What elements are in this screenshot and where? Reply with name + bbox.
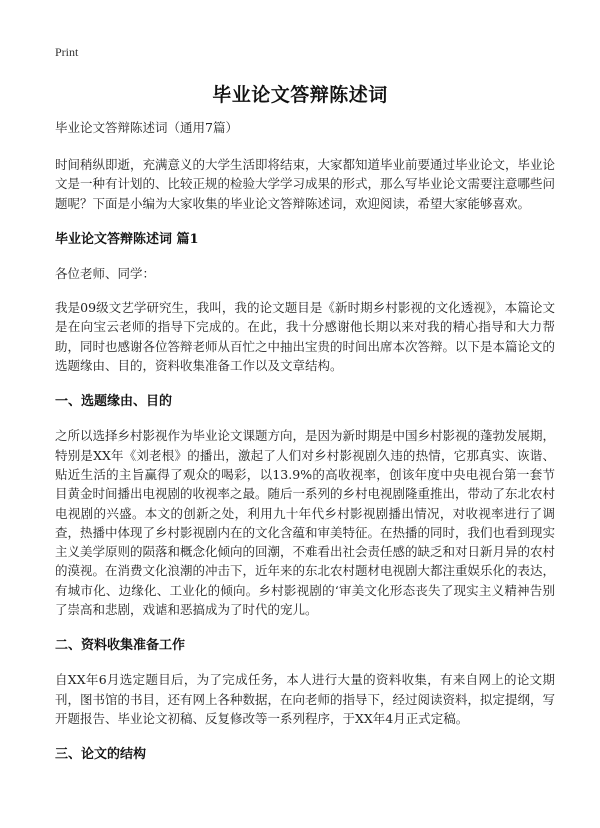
subheading: 二、资料收集准备工作 bbox=[55, 638, 186, 654]
subheading: 三、论文的结构 bbox=[55, 747, 147, 763]
greeting: 各位老师、同学： bbox=[55, 265, 156, 281]
document-subtitle: 毕业论文答辩陈述词（通用7篇） bbox=[55, 120, 238, 135]
document-title: 毕业论文答辩陈述词 bbox=[212, 84, 388, 106]
subheading: 一、选题缘由、目的 bbox=[55, 394, 173, 410]
body-paragraph: 之所以选择乡村影视作为毕业论文课题方向，是因为新时期是中国乡村影视的蓬勃发展期，特别是XX年《刘老根》的播出，激起了人们对乡村影视剧久违的热情，它那真实、诙谐、贴近生活的主旨赢得了观众的喝彩，以13.9%的高收视率，创该年度中央电视台第一套节目黄金时间播出电视剧的收视率之最。随后一系列的乡村电视剧隆重推出，带动了东北农村电视剧的兴盛。本文的创新之处，利用九十年代乡村影视剧播出情况，对收视率进行了调查，热播中体现了乡村影视剧内在的文化含蕴和审美特征。在热播的同时，我们也看到现实主义美学原则的陨落和概念化倾向的回潮，不难看出社会责任感的缺乏和对日新月异的农村的漠视。在消费文化浪潮的冲击下，近年来的东北农村题材电视剧大都注重娱乐化的表达，有城市化、边缘化、工业化的倾向。乡村影视剧的‘审美文化形态丧失了现实主义精神告别了崇高和悲剧，戏谑和恶搞成为了时代的宠儿。 bbox=[55, 428, 556, 618]
section-heading: 毕业论文答辩陈述词 篇1 bbox=[55, 231, 199, 247]
document-body bbox=[55, 119, 555, 779]
body-paragraph: 自XX年6月选定题目后，为了完成任务，本人进行大量的资料收集，有来自网上的论文期刊，图书馆的书目，还有网上各种数据，在向老师的指导下，经过阅读资料，拟定提纲，写开题报告、毕业论文初稿、反复修改等一系列程序，于XX年4月正式定稿。 bbox=[55, 672, 556, 726]
body-paragraph: 我是09级文艺学研究生，我叫，我的论文题目是《新时期乡村影视的文化透视》，本篇论文是在向宝云老师的指导下完成的。在此，我十分感谢他长期以来对我的精心指导和大力帮助，同时也感谢各位答辩老师从百忙之中抽出宝贵的时间出席本次答辩。以下是本篇论文的选题缘由、目的，资料收集准备工作以及文章结构。 bbox=[55, 300, 556, 374]
print-link[interactable]: Print bbox=[55, 45, 79, 59]
intro-paragraph: 时间稍纵即逝，充满意义的大学生活即将结束，大家都知道毕业前要通过毕业论文，毕业论文是一种有计划的、比较正规的检验大学学习成果的形式，那么写毕业论文需要注意哪些问题呢？下面是小编为大家收集的毕业论文答辩陈述词，欢迎阅读，希望大家能够喜欢。 bbox=[55, 157, 556, 211]
